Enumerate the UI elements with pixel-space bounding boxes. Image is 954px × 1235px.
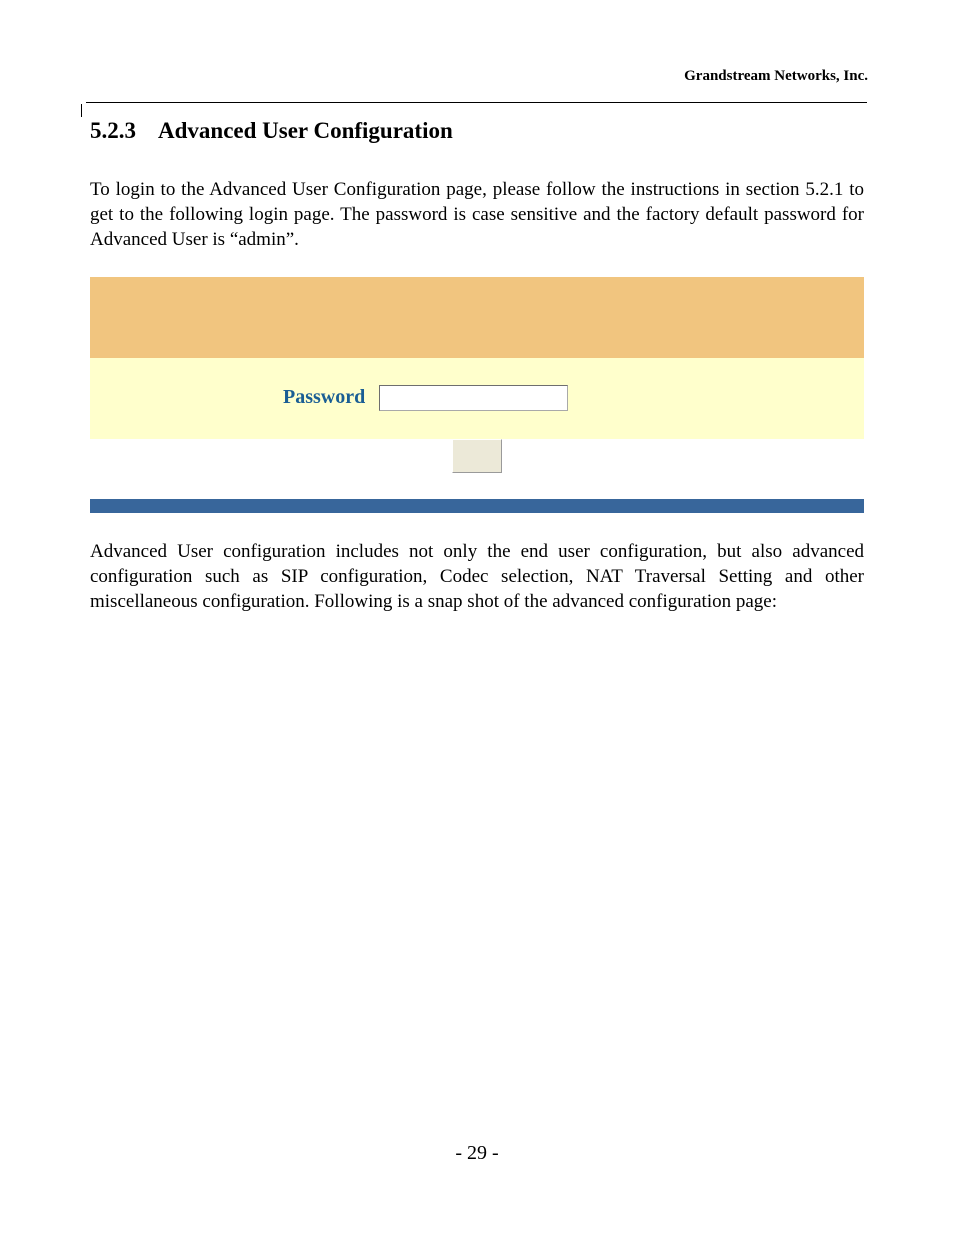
- login-header-band: [90, 277, 864, 358]
- section-number: 5.2.3: [90, 118, 136, 143]
- section-heading: [90, 118, 453, 144]
- revision-change-bar: [81, 104, 82, 117]
- login-page-screenshot: [90, 277, 864, 439]
- body-paragraph: Advanced User configuration includes not only the end user configuration, but also advanced configuration such as SIP configuration, Codec selection, NAT Traversal Setting and other miscellaneous configuration. Following is a snap shot of the advanced configuration page:: [90, 541, 864, 612]
- login-form-band: [90, 358, 864, 439]
- header-company-name: Grandstream Networks, Inc.: [684, 68, 868, 84]
- header-rule: [86, 102, 867, 103]
- page-number: - 29 -: [455, 1142, 499, 1164]
- password-input[interactable]: [379, 385, 568, 411]
- login-button[interactable]: [452, 439, 502, 473]
- login-footer-bar: [90, 499, 864, 513]
- password-label: Password: [283, 386, 366, 408]
- intro-paragraph: To login to the Advanced User Configuration page, please follow the instructions in section 5.2.1 to get to the following login page. The password is case sensitive and the factory default password for Advanced User is “admin”.: [90, 179, 864, 250]
- section-title: Advanced User Configuration: [158, 118, 453, 143]
